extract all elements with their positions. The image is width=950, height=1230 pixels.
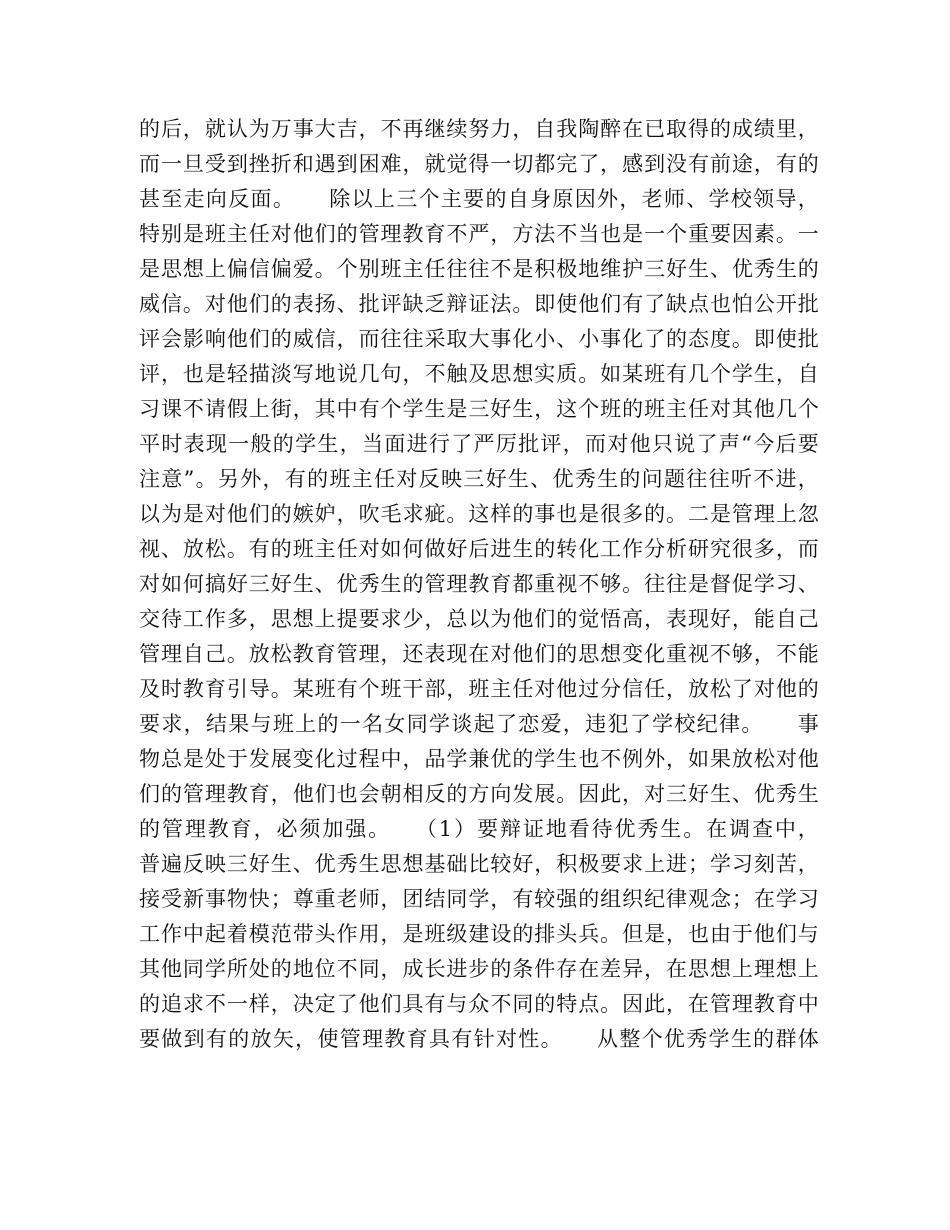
text-line: 管理自己。放松教育管理，还表现在对他们的思想变化重视不够，不能 xyxy=(139,642,819,666)
text-line: 接受新事物快；尊重老师，团结同学，有较强的组织纪律观念；在学习 xyxy=(139,887,819,911)
text-line: 要做到有的放矢，使管理教育具有针对性。 从整个优秀学生的群体 xyxy=(139,1027,819,1051)
text-line: 们的管理教育，他们也会朝相反的方向发展。因此，对三好生、优秀生 xyxy=(139,782,819,806)
text-line: 是思想上偏信偏爱。个别班主任往往不是积极地维护三好生、优秀生的 xyxy=(139,257,819,281)
text-line: 评会影响他们的威信，而往往采取大事化小、小事化了的态度。即使批 xyxy=(139,327,819,351)
text-line: 习课不请假上街，其中有个学生是三好生，这个班的班主任对其他几个 xyxy=(139,397,819,421)
text-line: 普遍反映三好生、优秀生思想基础比较好，积极要求上进；学习刻苦， xyxy=(139,852,819,876)
body-text xyxy=(139,112,819,1057)
text-line: 平时表现一般的学生，当面进行了严厉批评，而对他只说了声“今后要 xyxy=(139,432,819,456)
text-line: 工作中起着模范带头作用，是班级建设的排头兵。但是，也由于他们与 xyxy=(139,922,819,946)
text-line: 物总是处于发展变化过程中，品学兼优的学生也不例外，如果放松对他 xyxy=(139,747,819,771)
text-line: 及时教育引导。某班有个班干部，班主任对他过分信任，放松了对他的 xyxy=(139,677,819,701)
text-line: 其他同学所处的地位不同，成长进步的条件存在差异，在思想上理想上 xyxy=(139,957,819,981)
text-line: 评，也是轻描淡写地说几句，不触及思想实质。如某班有几个学生，自 xyxy=(139,362,819,386)
text-line: 对如何搞好三好生、优秀生的管理教育都重视不够。往往是督促学习、 xyxy=(139,572,819,596)
text-line: 视、放松。有的班主任对如何做好后进生的转化工作分析研究很多，而 xyxy=(139,537,819,561)
text-line: 的后，就认为万事大吉，不再继续努力，自我陶醉在已取得的成绩里， xyxy=(139,117,819,141)
text-line: 注意”。另外，有的班主任对反映三好生、优秀生的问题往往听不进， xyxy=(139,467,819,491)
text-line: 而一旦受到挫折和遇到困难，就觉得一切都完了，感到没有前途，有的 xyxy=(139,152,819,176)
text-line: 的管理教育，必须加强。 （1）要辩证地看待优秀生。在调查中， xyxy=(139,817,819,841)
text-line: 威信。对他们的表扬、批评缺乏辩证法。即使他们有了缺点也怕公开批 xyxy=(139,292,819,316)
text-line: 特别是班主任对他们的管理教育不严，方法不当也是一个重要因素。一 xyxy=(139,222,819,246)
text-line: 的追求不一样，决定了他们具有与众不同的特点。因此，在管理教育中 xyxy=(139,992,819,1016)
text-line: 以为是对他们的嫉妒，吹毛求疵。这样的事也是很多的。二是管理上忽 xyxy=(139,502,819,526)
text-line: 交待工作多，思想上提要求少，总以为他们的觉悟高，表现好，能自己 xyxy=(139,607,819,631)
text-line: 要求，结果与班上的一名女同学谈起了恋爱，违犯了学校纪律。 事 xyxy=(139,712,819,736)
text-line: 甚至走向反面。 除以上三个主要的自身原因外，老师、学校领导， xyxy=(139,187,819,211)
